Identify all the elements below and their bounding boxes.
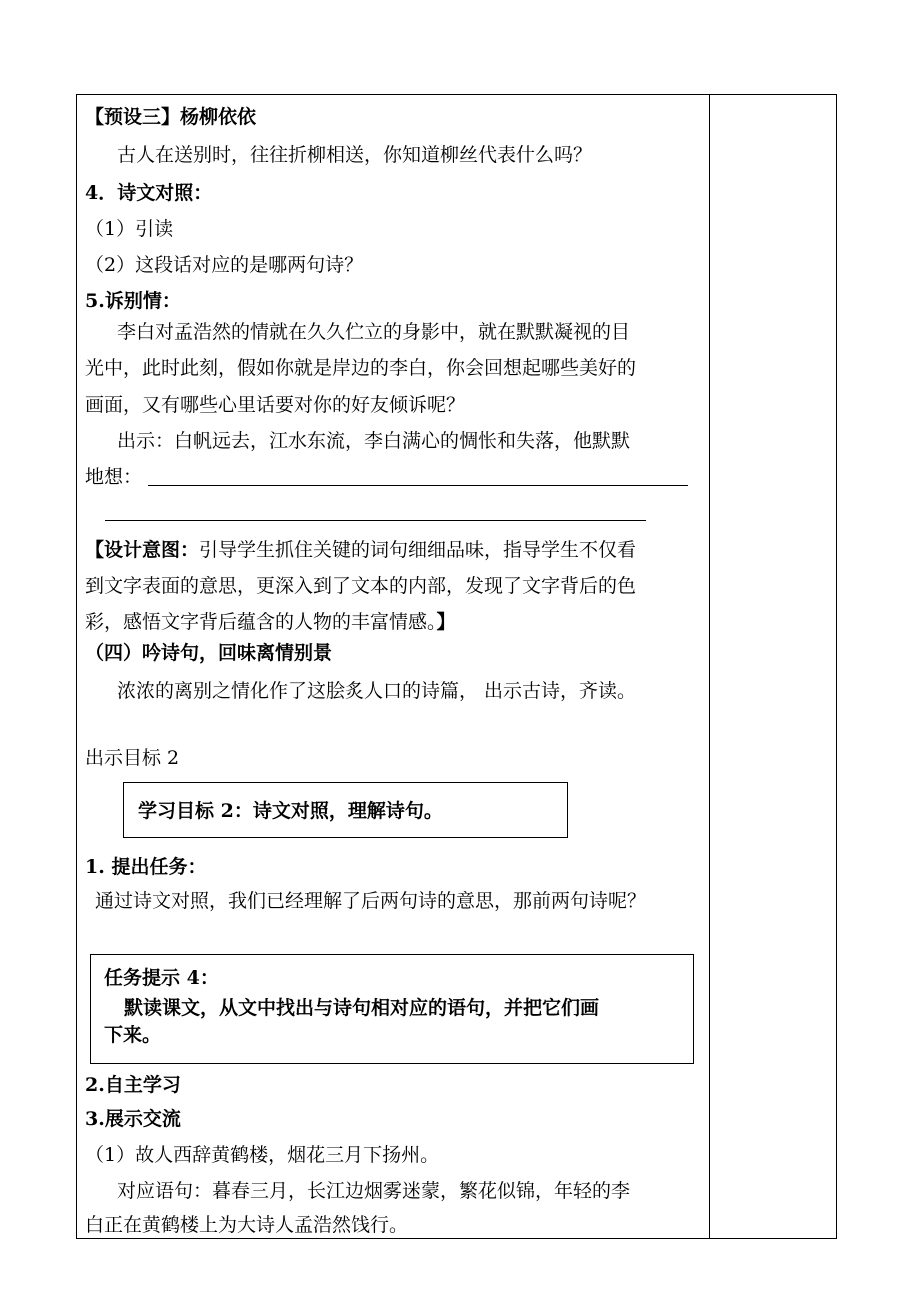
- show-goal-label: 出示目标 2: [85, 747, 180, 769]
- corresponding-line1: 对应语句：暮春三月，长江边烟雾迷蒙，繁花似锦，年轻的李: [117, 1180, 631, 1202]
- answer-blank-line-1: [148, 485, 688, 486]
- task-hint-line2: 下来。: [104, 1024, 162, 1046]
- preset-three-heading: 【预设三】杨柳依依: [85, 106, 257, 128]
- design-intent-line1: 【设计意图：引导学生抓住关键的词句细细品味，指导学生不仅看: [85, 539, 637, 561]
- farewell-para-line1: 李白对孟浩然的情就在久久伫立的身影中，就在默默凝视的目: [117, 321, 631, 343]
- task-question: 通过诗文对照，我们已经理解了后两句诗的意思，那前两句诗呢？: [95, 890, 647, 912]
- heading-farewell: 5.诉别情：: [85, 290, 181, 312]
- farewell-para-line3: 画面，又有哪些心里话要对你的好友倾诉呢？: [85, 394, 466, 416]
- task-hint-line1: 默读课文，从文中找出与诗句相对应的语句，并把它们画: [124, 997, 600, 1019]
- show-para-line1: 出示：白帆远去，江水东流，李白满心的惆怅和失落，他默默: [117, 430, 631, 452]
- item-which-lines: （2）这段话对应的是哪两句诗？: [85, 254, 364, 276]
- poem-intro-text: 浓浓的离别之情化作了这脍炙人口的诗篇， 出示古诗，齐读。: [117, 680, 637, 702]
- task-hint-title: 任务提示 4：: [104, 967, 219, 989]
- self-study-heading: 2.自主学习: [85, 1074, 181, 1096]
- corresponding-line2: 白正在黄鹤楼上为大诗人孟浩然饯行。: [85, 1214, 409, 1236]
- design-intent-line2: 到文字表面的意思，更深入到了文本的内部，发现了文字背后的色: [85, 575, 637, 597]
- poem-line-one: （1）故人西辞黄鹤楼，烟花三月下扬州。: [85, 1144, 440, 1166]
- answer-blank-line-2: [105, 520, 646, 521]
- heading-poem-compare: 4．诗文对照：: [85, 182, 213, 204]
- table-column-divider: [709, 94, 710, 1239]
- willow-question: 古人在送别时，往往折柳相送，你知道柳丝代表什么吗？: [117, 144, 593, 166]
- item-guided-reading: （1）引读: [85, 218, 174, 240]
- farewell-para-line2: 光中，此时此刻，假如你就是岸边的李白，你会回想起哪些美好的: [85, 357, 637, 379]
- share-heading: 3.展示交流: [85, 1108, 181, 1130]
- learning-goal-text: 学习目标 2：诗文对照，理解诗句。: [138, 800, 443, 822]
- design-intent-label: 【设计意图：: [85, 539, 200, 561]
- show-para-line2: 地想：: [85, 466, 143, 488]
- task-heading: 1. 提出任务：: [85, 856, 207, 878]
- design-intent-line3: 彩，感悟文字背后蕴含的人物的丰富情感。】: [85, 611, 456, 633]
- section-four-heading: （四）吟诗句，回味离情别景: [85, 642, 333, 664]
